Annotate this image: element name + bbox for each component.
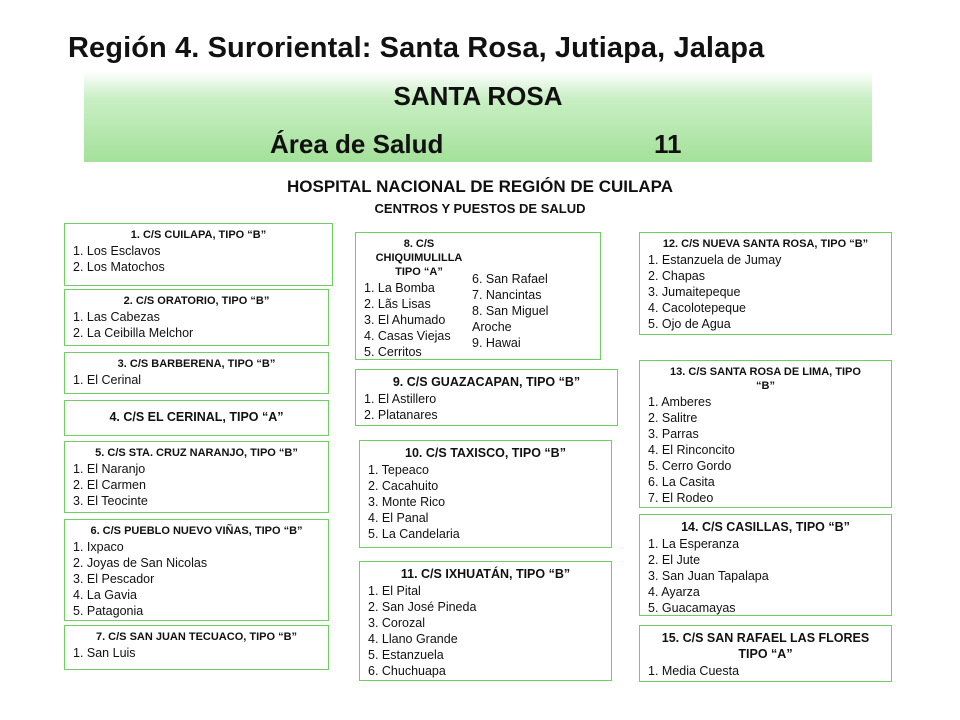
center-title: 8. C/S CHIQUIMULILLA TIPO “A” [375,238,463,278]
center-title: 10. C/S TAXISCO, TIPO “B” [405,446,566,460]
center-title: 3. C/S BARBERENA, TIPO “B” [117,358,276,370]
center-title: 11. C/S IXHUATÁN, TIPO “B” [400,567,571,581]
post-list [73,372,320,388]
center-title: 9. C/S GUAZACAPAN, TIPO “B” [392,375,581,389]
center-box-8 [355,232,601,360]
center-box-12 [639,232,892,335]
center-title: 1. C/S CUILAPA, TIPO “B” [130,229,267,241]
post-item: 5. Estanzuela [368,648,444,662]
post-list [648,536,883,616]
post-item: 3. El Pescador [73,572,155,586]
region-name: SANTA ROSA [393,81,563,111]
post-item: 1. Estanzuela de Jumay [648,253,782,267]
center-title: 4. C/S EL CERINAL, TIPO “A” [109,410,284,424]
center-title: 12. C/S NUEVA SANTA ROSA, TIPO “B” [662,238,869,250]
center-title: 14. C/S CASILLAS, TIPO “B” [681,520,850,534]
center-title: 7. C/S SAN JUAN TECUACO, TIPO “B” [95,631,298,643]
post-item: 4. La Gavia [73,588,137,602]
center-box-10 [359,440,612,548]
post-list [73,309,320,341]
post-list [648,252,883,332]
post-item: 6. Chuchuapa [368,664,446,678]
post-item: 3. Corozal [368,616,425,630]
post-item: 2. Joyas de San Nicolas [73,556,208,570]
post-item: 1. San Luis [73,646,136,660]
post-item: 7. El Rodeo [648,491,714,505]
post-item: 3. El Teocinte [73,494,148,508]
post-item: 1. Los Esclavos [73,244,161,258]
post-list [73,461,320,509]
post-item: 3. El Ahumado [364,313,446,327]
post-list-2 [472,271,548,351]
area-label: Área de Salud [270,129,444,159]
center-box-9 [355,369,618,426]
post-item: 2. Salitre [648,411,698,425]
center-box-6 [64,519,329,621]
post-item: 7. Nancintas [472,288,542,302]
center-title: 15. C/S SAN RAFAEL LAS FLORES TIPO “A” [661,631,870,661]
post-item: 1. La Esperanza [648,537,740,551]
center-box-2 [64,289,329,346]
post-item: 1. La Bomba [364,281,435,295]
center-box-3 [64,352,329,394]
center-box-7 [64,625,329,670]
post-list [648,394,883,506]
center-box-13 [639,360,892,508]
post-item: 5. Ojo de Agua [648,317,731,331]
hospital-subtitle: CENTROS Y PUESTOS DE SALUD [374,201,586,216]
area-number: 11 [654,129,682,159]
center-box-15 [639,625,892,682]
post-list [73,645,320,661]
center-title: 13. C/S SANTA ROSA DE LIMA, TIPO “B” [670,366,861,392]
post-item: 4. El Rinconcito [648,443,735,457]
post-item: 1. Amberes [648,395,712,409]
center-title: 2. C/S ORATORIO, TIPO “B” [123,295,270,307]
post-item: 2. Los Matochos [73,260,165,274]
post-item: 1. Tepeaco [368,463,429,477]
post-item: 1. Ixpaco [73,540,124,554]
post-item: 2. San José Pineda [368,600,477,614]
post-item: 2. Lãs Lisas [364,297,431,311]
post-item: 4. Casas Viejas [364,329,451,343]
center-title: 5. C/S STA. CRUZ NARANJO, TIPO “B” [95,447,298,459]
center-box-14 [639,514,892,616]
post-item: 5. Guacamayas [648,601,736,615]
post-item: 5. Cerritos [364,345,422,359]
post-item: 5. Patagonia [73,604,144,618]
center-box-11 [359,561,612,681]
post-item: 6. La Casita [648,475,715,489]
post-list [73,539,320,619]
center-box-4 [64,400,329,436]
post-list [73,243,324,275]
post-item: 1. El Naranjo [73,462,146,476]
post-item: Aroche [472,320,512,334]
post-item: 3. Parras [648,427,699,441]
post-list [364,391,609,423]
center-title: 6. C/S PUEBLO NUEVO VIÑAS, TIPO “B” [90,525,303,537]
post-item: 2. Cacahuito [368,479,439,493]
post-item: 1. Media Cuesta [648,664,740,678]
post-item: 3. Jumaitepeque [648,285,741,299]
post-item: 2. La Ceibilla Melchor [73,326,194,340]
center-box-5 [64,441,329,513]
post-item: 3. San Juan Tapalapa [648,569,769,583]
region-banner [84,71,872,162]
post-list [648,663,883,679]
post-item: 5. La Candelaria [368,527,460,541]
post-list [368,583,603,679]
center-box-1 [64,223,333,286]
post-item: 9. Hawai [472,336,521,350]
post-item: 5. Cerro Gordo [648,459,732,473]
post-item: 2. Chapas [648,269,705,283]
post-item: 2. El Jute [648,553,701,567]
post-item: 4. El Panal [368,511,429,525]
post-item: 1. El Cerinal [73,373,142,387]
hospital-name: HOSPITAL NACIONAL DE REGIÓN DE CUILAPA [287,177,673,196]
post-list [368,462,603,542]
post-item: 2. Platanares [364,408,438,422]
post-item: 2. El Carmen [73,478,146,492]
post-item: 1. El Pital [368,584,421,598]
post-item: 4. Ayarza [648,585,700,599]
post-item: 8. San Miguel [472,304,549,318]
post-item: 4. Cacolotepeque [648,301,746,315]
post-item: 1. Las Cabezas [73,310,160,324]
post-item: 4. Llano Grande [368,632,458,646]
post-item: 3. Monte Rico [368,495,446,509]
page-title: Región 4. Suroriental: Santa Rosa, Jutiapa, Jalapa [68,32,765,64]
post-item: 1. El Astillero [364,392,437,406]
post-item: 6. San Rafael [472,272,548,286]
